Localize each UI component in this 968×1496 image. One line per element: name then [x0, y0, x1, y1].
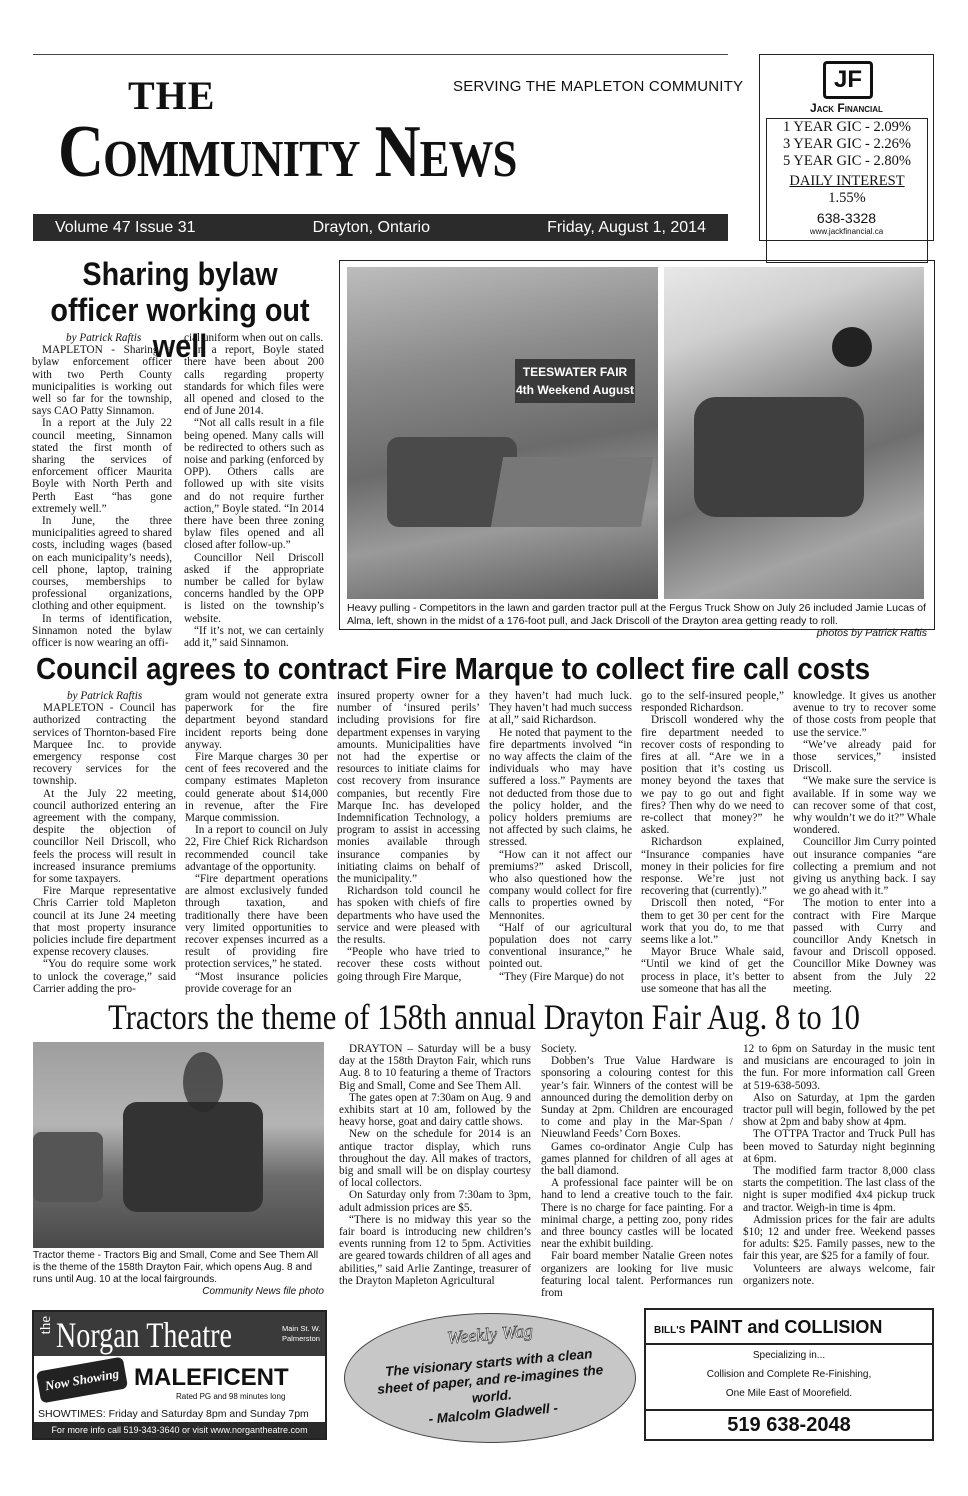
- story2-paragraph: “You do require some work to unlock the coverage,” said Carrier adding the pro-: [33, 958, 176, 995]
- daily-interest-rate: 1.55%: [828, 190, 866, 206]
- story2-column-4: [489, 690, 632, 983]
- norgan-header: [34, 1312, 325, 1356]
- weekly-wag-title: Weekly Wag: [446, 1320, 534, 1348]
- story2-paragraph: gram would not generate extra paperwork for the fire department beyond standard incident reports being done anyway.: [185, 690, 328, 751]
- story2-paragraph: MAPLETON - Council has authorized contracting the services of Thornton-based Fire Marquee Inc. to provide emergency response cost recovery services for the township.: [33, 702, 176, 788]
- story3-paragraph: Dobben’s True Value Hardware is sponsoring a colouring contest for this year’s fair. Winners of the contest will be announced during the demolition derby on Sunday at 2pm. Children are encouraged to come and play in the Mar-Span / Nieuwland Feeds’ Corn Boxes.: [541, 1055, 733, 1141]
- fair-banner: TEESWATER FAIR 4th Weekend August: [515, 359, 635, 403]
- story2-paragraph: At the July 22 meeting, council authorized entering an agreement with the company, despite the objection of councillor Neil Driscoll, who feels the process will result in increased insurance premiums for some taxpayers.: [33, 787, 176, 886]
- norgan-the: the: [38, 1316, 54, 1335]
- photo1-caption: [347, 602, 927, 640]
- story3-paragraph: The OTTPA Tractor and Truck Pull has been moved to Saturday night beginning at 6pm.: [743, 1128, 935, 1165]
- daily-interest-label: DAILY INTEREST: [789, 173, 905, 189]
- gic-rate-3yr: 3 YEAR GIC - 2.26%: [783, 136, 911, 152]
- story2-paragraph: Richardson told council he has spoken with chiefs of fire departments who have used the service and were pleased with the results.: [337, 885, 480, 947]
- story2-paragraph: Richardson explained, “Insurance companies have money in their policies for fire response. We’re just not recovering that (currently).”: [641, 836, 784, 898]
- story1-paragraph: “Not all calls result in a file being opened. Many calls will be redirected to others such as noise and parking (enforced by OPP). Others calls are followed up with site visits and do not require further action,” Boyle stated. “In 2014 there have been three zoning bylaw files opened and all closed after follow-up.”: [184, 417, 324, 552]
- story3-paragraph: The modified farm tractor 8,000 class starts the competition. The last class of the night is super modified 4x4 pickup truck and tractor. Weigh-in time is 4pm.: [743, 1165, 935, 1214]
- bills-title: [654, 1317, 882, 1338]
- story3-paragraph: Fair board member Natalie Green notes organizers are looking for live music featuring local talent. Performances run from: [541, 1250, 733, 1300]
- weekly-wag: [344, 1313, 636, 1443]
- bills-line-1: Specializing in...: [752, 1350, 826, 1361]
- story3-caption: [33, 1250, 324, 1298]
- story3-paragraph: Games co-ordinator Angie Culp has games planned for children of all ages at the ball diamond.: [541, 1140, 733, 1178]
- story2-paragraph: The motion to enter into a contract with Fire Marque passed with Curry and councillor Andy Knetsch in favour and Driscoll opposed. Councillor Mike Downey was absent from the July 22 meeting.: [793, 897, 936, 995]
- masthead-title: Community News: [58, 111, 517, 193]
- story2-paragraph: He noted that payment to the fire departments involved “in no way affects the claim of the individuals who may have suffered a loss.” Payments are not deducted from those due to the policy holder, and the policy holders premiums are not affected by such claims, he stressed.: [489, 726, 632, 849]
- story2-headline: Council agrees to contract Fire Marque to collect fire call costs: [36, 651, 871, 686]
- gic-rate-5yr: 5 YEAR GIC - 2.80%: [783, 153, 911, 169]
- masthead-the: THE: [128, 73, 216, 118]
- story3-column-1: [339, 1043, 531, 1287]
- norgan-contact[interactable]: For more info call 519-343-3640 or visit www.norgantheatre.com: [34, 1422, 325, 1438]
- story3-column-2: [541, 1043, 733, 1299]
- story3-paragraph: New on the schedule for 2014 is an antique tractor display, which runs throughout the day. All makes of tractors, big and small will be on display courtesy of local collectors.: [339, 1128, 531, 1190]
- now-showing-badge: Now Showing: [36, 1357, 128, 1404]
- story2-paragraph: “Most insurance policies provide coverage for an: [185, 970, 328, 995]
- story3-paragraph: DRAYTON – Saturday will be a busy day at the 158th Drayton Fair, which runs Aug. 8 to 10 featuring a theme of Tractors Big and Small, Come and See Them All.: [339, 1043, 531, 1092]
- weekly-wag-quote: [372, 1344, 609, 1432]
- story2-paragraph: Mayor Bruce Whale said, “Until we kind of get the process in place, it’s better to use someone that has all the: [641, 946, 784, 995]
- story1-paragraph: In terms of identification, Sinnamon noted the bylaw officer is now wearing an offi-: [32, 612, 172, 650]
- bills-line-3: One Mile East of Moorefield.: [725, 1388, 853, 1399]
- story3-paragraph: On Saturday only from 7:30am to 3pm, adult admission prices are $5.: [339, 1189, 531, 1214]
- story3-paragraph: 12 to 6pm on Saturday in the music tent and musicians are encouraged to join in the fun. For more information call Green at 519-638-5093.: [743, 1043, 935, 1092]
- weekly-wag-quote-text: The visionary starts with a clean sheet of paper, and re-imagines the world.: [376, 1346, 604, 1406]
- story3-paragraph: “There is no midway this year so the fair board is introducing new children’s events running from 12 to 5pm. Activities are geared towards children of all ages and abilities,” said Arlie Zantinge, treasurer of the Drayton Mapleton Agricultural: [339, 1213, 531, 1287]
- story3-credit: Community News file photo: [202, 1286, 324, 1297]
- story2-paragraph: In a report to council on July 22, Fire Chief Rick Richardson recommended council take advantage of the opportunity.: [185, 824, 328, 873]
- story1-column-1: [32, 332, 172, 649]
- norgan-address: [282, 1324, 320, 1344]
- story1-paragraph: In a report, Boyle stated there have been about 200 calls regarding property standards for which files were all opened and closed to the end of June 2014.: [184, 344, 324, 418]
- story1-headline: Sharing bylaw officer working out well: [50, 256, 310, 364]
- jack-financial-website[interactable]: www.jackfinancial.ca: [809, 227, 884, 236]
- story2-column-6: [793, 690, 936, 995]
- norgan-theatre-ad[interactable]: [32, 1310, 327, 1440]
- story2-paragraph: “Half of our agricultural population does not carry conventional insurance,” he pointed out.: [489, 921, 632, 971]
- story2-column-5: [641, 690, 784, 995]
- gic-rates-box: [766, 118, 928, 263]
- story1-paragraph: cial uniform when out on calls.: [184, 332, 324, 344]
- jack-financial-name: Jack Financial: [810, 101, 883, 115]
- story2-column-3: [337, 690, 480, 983]
- bills-line-2: Collision and Complete Re-Finishing,: [706, 1369, 872, 1380]
- story2-paragraph: “They (Fire Marque) do not: [499, 970, 624, 983]
- story1-paragraph: MAPLETON - Sharing a bylaw enforcement officer with two Perth County municipalities is working out well so far for the township, says CAO Patty Sinnamon.: [32, 344, 172, 418]
- story1-paragraph: In June, the three municipalities agreed to shared costs, including wages (based on each municipality’s needs), cell phone, laptop, training courses, memberships to professional organizations, clothing and other equipment.: [32, 515, 172, 613]
- story2-byline: by Patrick Raftis: [67, 690, 143, 702]
- tractor-shape: [694, 397, 864, 517]
- bills-phone: 519 638-2048: [727, 1414, 851, 1436]
- story1-byline: by Patrick Raftis: [66, 332, 142, 344]
- story2-paragraph: they haven’t had much luck. They haven’t had much success at all,” said Richardson.: [489, 690, 632, 727]
- story2-paragraph: go to the self-insured people,” responded Richardson.: [641, 690, 784, 715]
- movie-rating: Rated PG and 98 minutes long: [176, 1392, 286, 1401]
- story2-column-1: [33, 690, 176, 995]
- sled-shape: [491, 457, 653, 527]
- story1-paragraph: Councillor Neil Driscoll asked if the appropriate number be called for bylaw concerns handled by the OPP is listed on the township’s website.: [184, 551, 324, 625]
- bills-divider: [646, 1409, 932, 1411]
- bills-title-small: BILL'S: [654, 1325, 686, 1336]
- norgan-address-street: Main St. W.: [282, 1324, 321, 1333]
- story3-paragraph: Admission prices for the fair are adults $10; 12 and under free. Weekend passes for adults: $25. Family passes, new to the fair this year, are $25 for a family of four.: [743, 1213, 935, 1263]
- masthead-tagline: SERVING THE MAPLETON COMMUNITY: [453, 78, 744, 95]
- tractor-pull-photo-left: [347, 267, 658, 599]
- story3-paragraph: The gates open at 7:30am on Aug. 9 and exhibits start at 10 am, followed by the heavy horse, goat and dairy cattle shows.: [339, 1091, 531, 1129]
- norgan-address-town: Palmerston: [282, 1334, 320, 1343]
- driver-helmet: [832, 327, 872, 367]
- issue-date: Friday, August 1, 2014: [547, 218, 706, 236]
- story3-caption-text: Tractor theme - Tractors Big and Small, Come and See Them All is the theme of the 158th Drayton Fair, which opens Aug. 8 and runs until Aug. 10 at the local fairgrounds.: [33, 1250, 319, 1285]
- gic-rate-1yr: 1 YEAR GIC - 2.09%: [783, 119, 911, 135]
- movie-title: MALEFICENT: [134, 1364, 289, 1391]
- jack-financial-ad[interactable]: [759, 54, 934, 241]
- story1-paragraph: In a report at the July 22 council meeting, Sinnamon stated the first month of sharing the services of enforcement officer Maurita Boyle with North Perth and Perth East “has gone extremely well.”: [32, 417, 172, 515]
- story2-paragraph: “We’ve already paid for those services,” insisted Driscoll.: [793, 738, 936, 776]
- story3-column-3: [743, 1043, 935, 1287]
- jack-financial-logo: JF: [823, 61, 873, 99]
- issue-location: Drayton, Ontario: [312, 218, 430, 236]
- story3-paragraph: A professional face painter will be on hand to lend a creative touch to the fair. There is no charge for face painting. For a minimal charge, a petting zoo, pony rides and three bouncy castles will be located near the exhibit building.: [541, 1177, 733, 1251]
- smoke-plume: [183, 1052, 223, 1112]
- story2-column-2: [185, 690, 328, 995]
- story2-paragraph: Fire Marque representative Chris Carrier told Mapleton council at its June 24 meeting that most property insurance policies include fire department expense recovery clauses.: [33, 885, 176, 959]
- tractor-shape: [123, 1102, 263, 1212]
- story2-paragraph: Driscoll then noted, “For them to get 30 per cent for the work that you do, to me that seems like a lot.”: [641, 897, 784, 947]
- story1-column-2: [184, 332, 324, 649]
- bills-title-big: PAINT and COLLISION: [689, 1317, 883, 1337]
- story2-paragraph: “People who have tried to recover these costs without going through Fire Marque,: [337, 946, 480, 983]
- story2-paragraph: knowledge. It gives us another avenue to try to recover some of those costs from people that use the service.”: [793, 690, 936, 739]
- story2-paragraph: Fire Marque charges 30 per cent of fees recovered and the company estimates Mapleton could generate about $14,000 in revenue, after the Fire Marque commission.: [185, 751, 328, 825]
- weekly-wag-author: - Malcolm Gladwell -: [427, 1400, 559, 1427]
- story2-paragraph: “We make sure the service is available. If in some way we can recover some of that cost, why wouldn’t we do it?” Whale wondered.: [793, 775, 936, 837]
- story2-paragraph: Councillor Jim Curry pointed out insurance companies “are collecting a premium and not giving us anything back. I say we go ahead with it.”: [793, 836, 936, 898]
- showtimes: SHOWTIMES: Friday and Saturday 8pm and Sunday 7pm: [38, 1408, 309, 1420]
- story3-paragraph: Also on Saturday, at 1pm the garden tractor pull will begin, followed by the pet show at 2pm and baby show at 4pm.: [743, 1091, 935, 1129]
- masthead-rule: [33, 54, 728, 55]
- story2-paragraph: “How can it not affect our premiums?” asked Driscoll, who also questioned how the company would collect for fire calls to properties owned by Mennonites.: [489, 848, 632, 922]
- bills-divider: [646, 1343, 932, 1345]
- issue-info-bar: [33, 214, 728, 241]
- tractor-pull-photo-right: [664, 267, 924, 599]
- story3-paragraph: Volunteers are always welcome, fair organizers note.: [743, 1262, 935, 1287]
- story2-paragraph: Driscoll wondered why the fire department needed to recover costs of responding to fires at all. “Are we in a position that it’s costing us money beyond the taxes that we pay to go out and fight fires? Then why do we need to re-collect that money?” he asked.: [641, 714, 784, 837]
- jack-financial-phone: 638-3328: [816, 210, 877, 226]
- drayton-tractor-photo: [33, 1042, 324, 1248]
- issue-volume: Volume 47 Issue 31: [55, 218, 196, 236]
- bills-paint-collision-ad[interactable]: [644, 1308, 934, 1441]
- story2-paragraph: “Fire department operations are almost exclusively funded through taxation, and traditionally there have been very limited opportunities to recover expenses incurred as a result of providing fire protection services,” he stated.: [185, 873, 328, 971]
- norgan-name: Norgan Theatre: [56, 1315, 232, 1355]
- story2-paragraph: insured property owner for a number of ‘insured perils’ including provisions for fire department expenses in varying amounts. Municipalities have not had the expertise or resources to initiate claims for cost recovery from insurance companies, but recently Fire Marque Inc. has developed Indemnification Technology, a program to assist in accessing monies available through insurance companies by initiating claims on behalf of the municipality.”: [337, 690, 480, 886]
- story3-paragraph: Society.: [541, 1043, 577, 1055]
- tractor-shape: [33, 1132, 103, 1202]
- story1-paragraph: “If it’s not, we can certainly add it,” said Sinnamon.: [184, 624, 324, 650]
- photo1-caption-text: Heavy pulling - Competitors in the lawn and garden tractor pull at the Fergus Truck Show on July 26 included Jamie Lucas of Alma, left, shown in the midst of a 176-foot pull, and Jack Driscoll of the Drayton area getting ready to roll.: [347, 602, 926, 627]
- story3-headline: Tractors the theme of 158th annual Drayton Fair Aug. 8 to 10: [108, 997, 860, 1037]
- photo1-credit: photos by Patrick Raftis: [816, 627, 927, 639]
